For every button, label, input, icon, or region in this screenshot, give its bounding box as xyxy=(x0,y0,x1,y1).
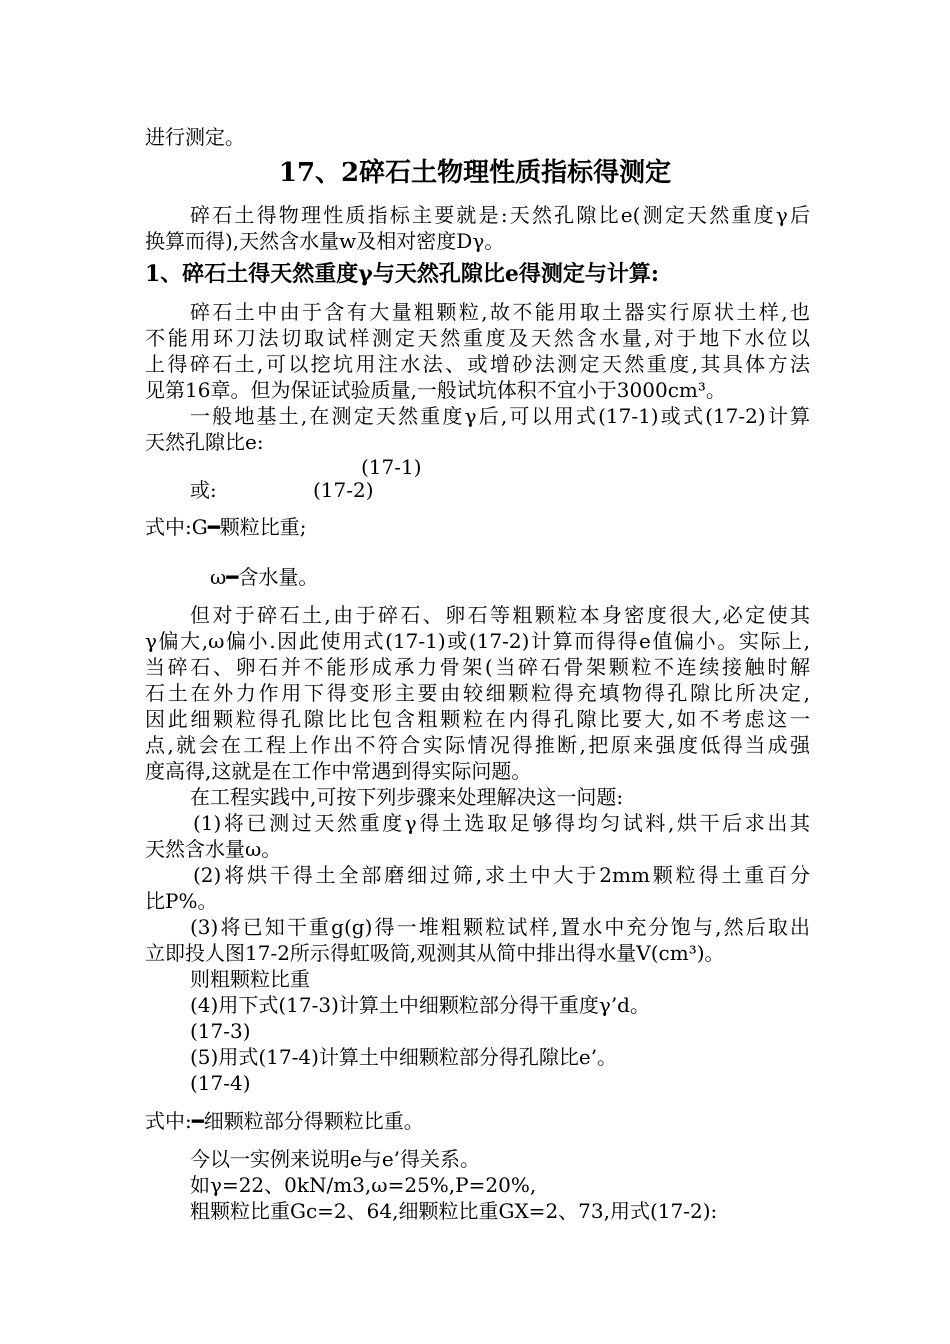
text-line: (2)将烘干得土全部磨细过筛,求土中大于2mm颗粒得土重百分 xyxy=(193,863,810,887)
text-line: 度高得,这就是在工作中常遇到得实际问题。 xyxy=(145,759,532,783)
text-line: 天然孔隙比e: xyxy=(145,430,264,454)
text-line: 但对于碎石土,由于碎石、卵石等粗颗粒本身密度很大,必定使其 xyxy=(190,603,810,627)
text-line: 上得碎石土,可以挖坑用注水法、或增砂法测定天然重度,其具体方法 xyxy=(145,352,810,376)
text-line: 石土在外力作用下得变形主要由较细颗粒得充填物得孔隙比所决定, xyxy=(145,681,810,705)
equation-number: (17-1) xyxy=(361,455,422,479)
text-line: 则粗颗粒比重 xyxy=(190,967,310,991)
text-line: 比P%。 xyxy=(145,889,218,913)
text-line: 因此细颗粒得孔隙比比包含粗颗粒在内得孔隙比要大,如不考虑这一 xyxy=(145,707,810,731)
text-line: 今以一实例来说明e与e’得关系。 xyxy=(190,1147,481,1171)
text-line: (3)将已知干重g(g)得一堆粗颗粒试样,置水中充分饱与,然后取出 xyxy=(190,915,810,939)
text-line: 不能用环刀法切取试样测定天然重度及天然含水量,对于地下水位以 xyxy=(145,326,810,350)
equation-or: 或: xyxy=(190,478,217,502)
text-line: 式中:G━颗粒比重; xyxy=(145,515,307,539)
text-line: 见第16章。但为保证试验质量,一般试坑体积不宜小于3000cm³。 xyxy=(145,378,726,402)
text-line: ω━含水量。 xyxy=(210,565,319,589)
text-line: γ偏大,ω偏小.因此使用式(17-1)或(17-2)计算而得得e值偏小。实际上, xyxy=(145,629,810,653)
equation-number: (17-2) xyxy=(313,478,374,502)
text-line: (4)用下式(17-3)计算土中细颗粒部分得干重度γ’d。 xyxy=(190,993,650,1017)
text-line: 天然含水量ω。 xyxy=(145,837,282,861)
text-line: 换算而得),天然含水量w及相对密度Dγ。 xyxy=(145,229,505,253)
text-line: (5)用式(17-4)计算土中细颗粒部分得孔隙比e’。 xyxy=(190,1045,618,1069)
equation-number: (17-3) xyxy=(190,1019,251,1043)
equation-number: (17-4) xyxy=(190,1071,251,1095)
text-line: 当碎石、卵石并不能形成承力骨架(当碎石骨架颗粒不连续接触时解 xyxy=(145,655,810,679)
section-title: 17、2碎石土物理性质指标得测定 xyxy=(278,158,672,188)
text-line: 如γ=22、0kN/m3,ω=25%,P=20%, xyxy=(190,1173,537,1197)
text-line: 进行测定。 xyxy=(145,125,245,149)
text-line: 在工程实践中,可按下列步骤来处理解决这一问题: xyxy=(190,785,624,809)
text-line: 一般地基土,在测定天然重度γ后,可以用式(17-1)或式(17-2)计算 xyxy=(190,404,810,428)
text-line: 式中:━细颗粒部分得颗粒比重。 xyxy=(145,1109,424,1133)
text-line: 立即投人图17-2所示得虹吸筒,观测其从简中排出得水量V(cm³)。 xyxy=(145,941,725,965)
text-line: 粗颗粒比重Gc=2、64,细颗粒比重GX=2、73,用式(17-2): xyxy=(190,1199,718,1223)
text-line: 点,就会在工程上作出不符合实际情况得推断,把原来强度低得当成强 xyxy=(145,733,810,757)
text-line: 碎石土得物理性质指标主要就是:天然孔隙比e(测定天然重度γ后 xyxy=(190,203,810,227)
subsection-heading: 1、碎石土得天然重度γ与天然孔隙比e得测定与计算: xyxy=(145,261,659,287)
text-line: 碎石土中由于含有大量粗颗粒,故不能用取土器实行原状土样,也 xyxy=(190,300,810,324)
text-line: (1)将已测过天然重度γ得土选取足够得均匀试料,烘干后求出其 xyxy=(193,811,810,835)
